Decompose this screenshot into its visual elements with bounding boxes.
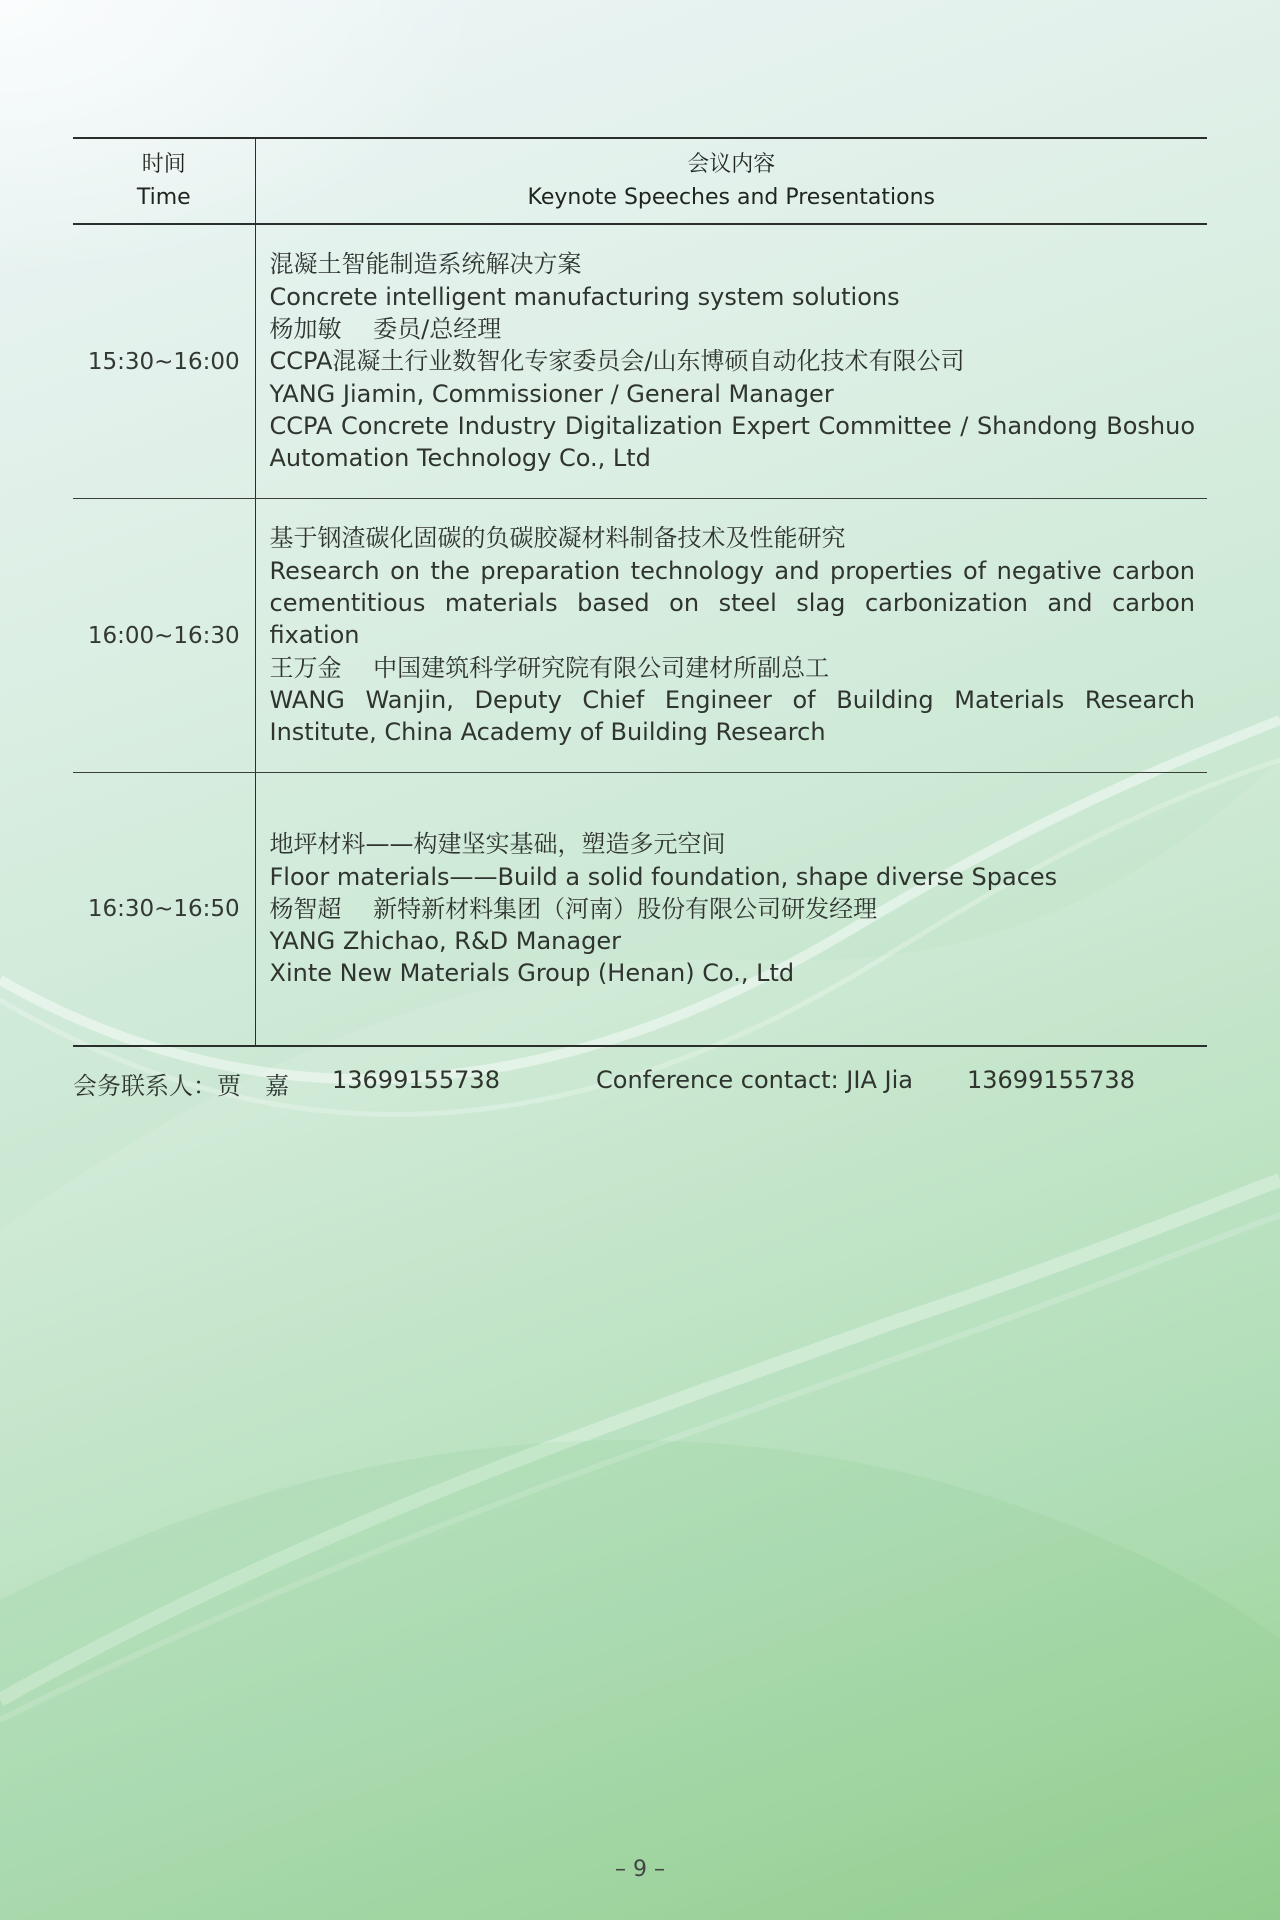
organization-cn: CCPA混凝土行业数智化专家委员会/山东博硕自动化技术有限公司 xyxy=(269,347,965,376)
content-column-header xyxy=(255,138,1207,224)
organization-en: Xinte New Materials Group (Henan) Co., Ltd xyxy=(269,959,795,988)
table-header-row xyxy=(73,138,1207,224)
session-title-cn: 地坪材料——构建坚实基础，塑造多元空间 xyxy=(269,830,726,859)
time-column-header xyxy=(73,138,255,224)
content-header-cn: 会议内容 xyxy=(687,152,776,177)
organization-en: CCPA Concrete Industry Digitalization Expert Committee / Shandong Boshuo Automation Technology Co., Ltd xyxy=(269,411,1195,473)
contact-label-en: Conference contact: JIA Jia xyxy=(596,1066,913,1094)
time-header-en: Time xyxy=(136,185,191,210)
session-content xyxy=(255,224,1207,499)
contact-phone-en: 13699155738 xyxy=(967,1066,1135,1094)
session-time: 16:30~16:50 xyxy=(73,773,255,1047)
session-content xyxy=(255,499,1207,773)
table-row xyxy=(73,773,1207,1047)
session-title-cn: 混凝土智能制造系统解决方案 xyxy=(269,250,582,279)
schedule-table xyxy=(73,137,1207,1047)
page-number: – 9 – xyxy=(615,1857,665,1882)
conference-contact xyxy=(73,1060,1207,1100)
speaker-en: WANG Wanjin, Deputy Chief Engineer of Building Materials Research Institute, China Academy of Building Research xyxy=(269,685,1195,747)
contact-label-cn: 会务联系人：贾 嘉 xyxy=(73,1072,289,1100)
session-title-en: Research on the preparation technology and properties of negative carbon cementitious materials based on steel slag carbonization and carbon fixation xyxy=(269,556,1195,650)
session-content xyxy=(255,773,1207,1047)
speaker-en: YANG Jiamin, Commissioner / General Manager xyxy=(269,379,834,408)
speaker-cn: 杨智超 新特新材料集团（河南）股份有限公司研发经理 xyxy=(269,894,878,923)
content-header-en: Keynote Speeches and Presentations xyxy=(527,185,935,210)
table-row xyxy=(73,499,1207,773)
table-row xyxy=(73,224,1207,499)
session-title-cn: 基于钢渣碳化固碳的负碳胶凝材料制备技术及性能研究 xyxy=(269,524,846,553)
session-title-en: Concrete intelligent manufacturing system solutions xyxy=(269,282,900,311)
speaker-cn: 杨加敏 委员/总经理 xyxy=(269,315,502,344)
speaker-cn: 王万金 中国建筑科学研究院有限公司建材所副总工 xyxy=(269,653,830,682)
speaker-en: YANG Zhichao, R&D Manager xyxy=(269,927,621,956)
session-title-en: Floor materials——Build a solid foundation, shape diverse Spaces xyxy=(269,862,1058,891)
session-time: 15:30~16:00 xyxy=(73,224,255,499)
time-header-cn: 时间 xyxy=(141,152,186,177)
session-time: 16:00~16:30 xyxy=(73,499,255,773)
contact-phone-cn: 13699155738 xyxy=(332,1066,500,1094)
